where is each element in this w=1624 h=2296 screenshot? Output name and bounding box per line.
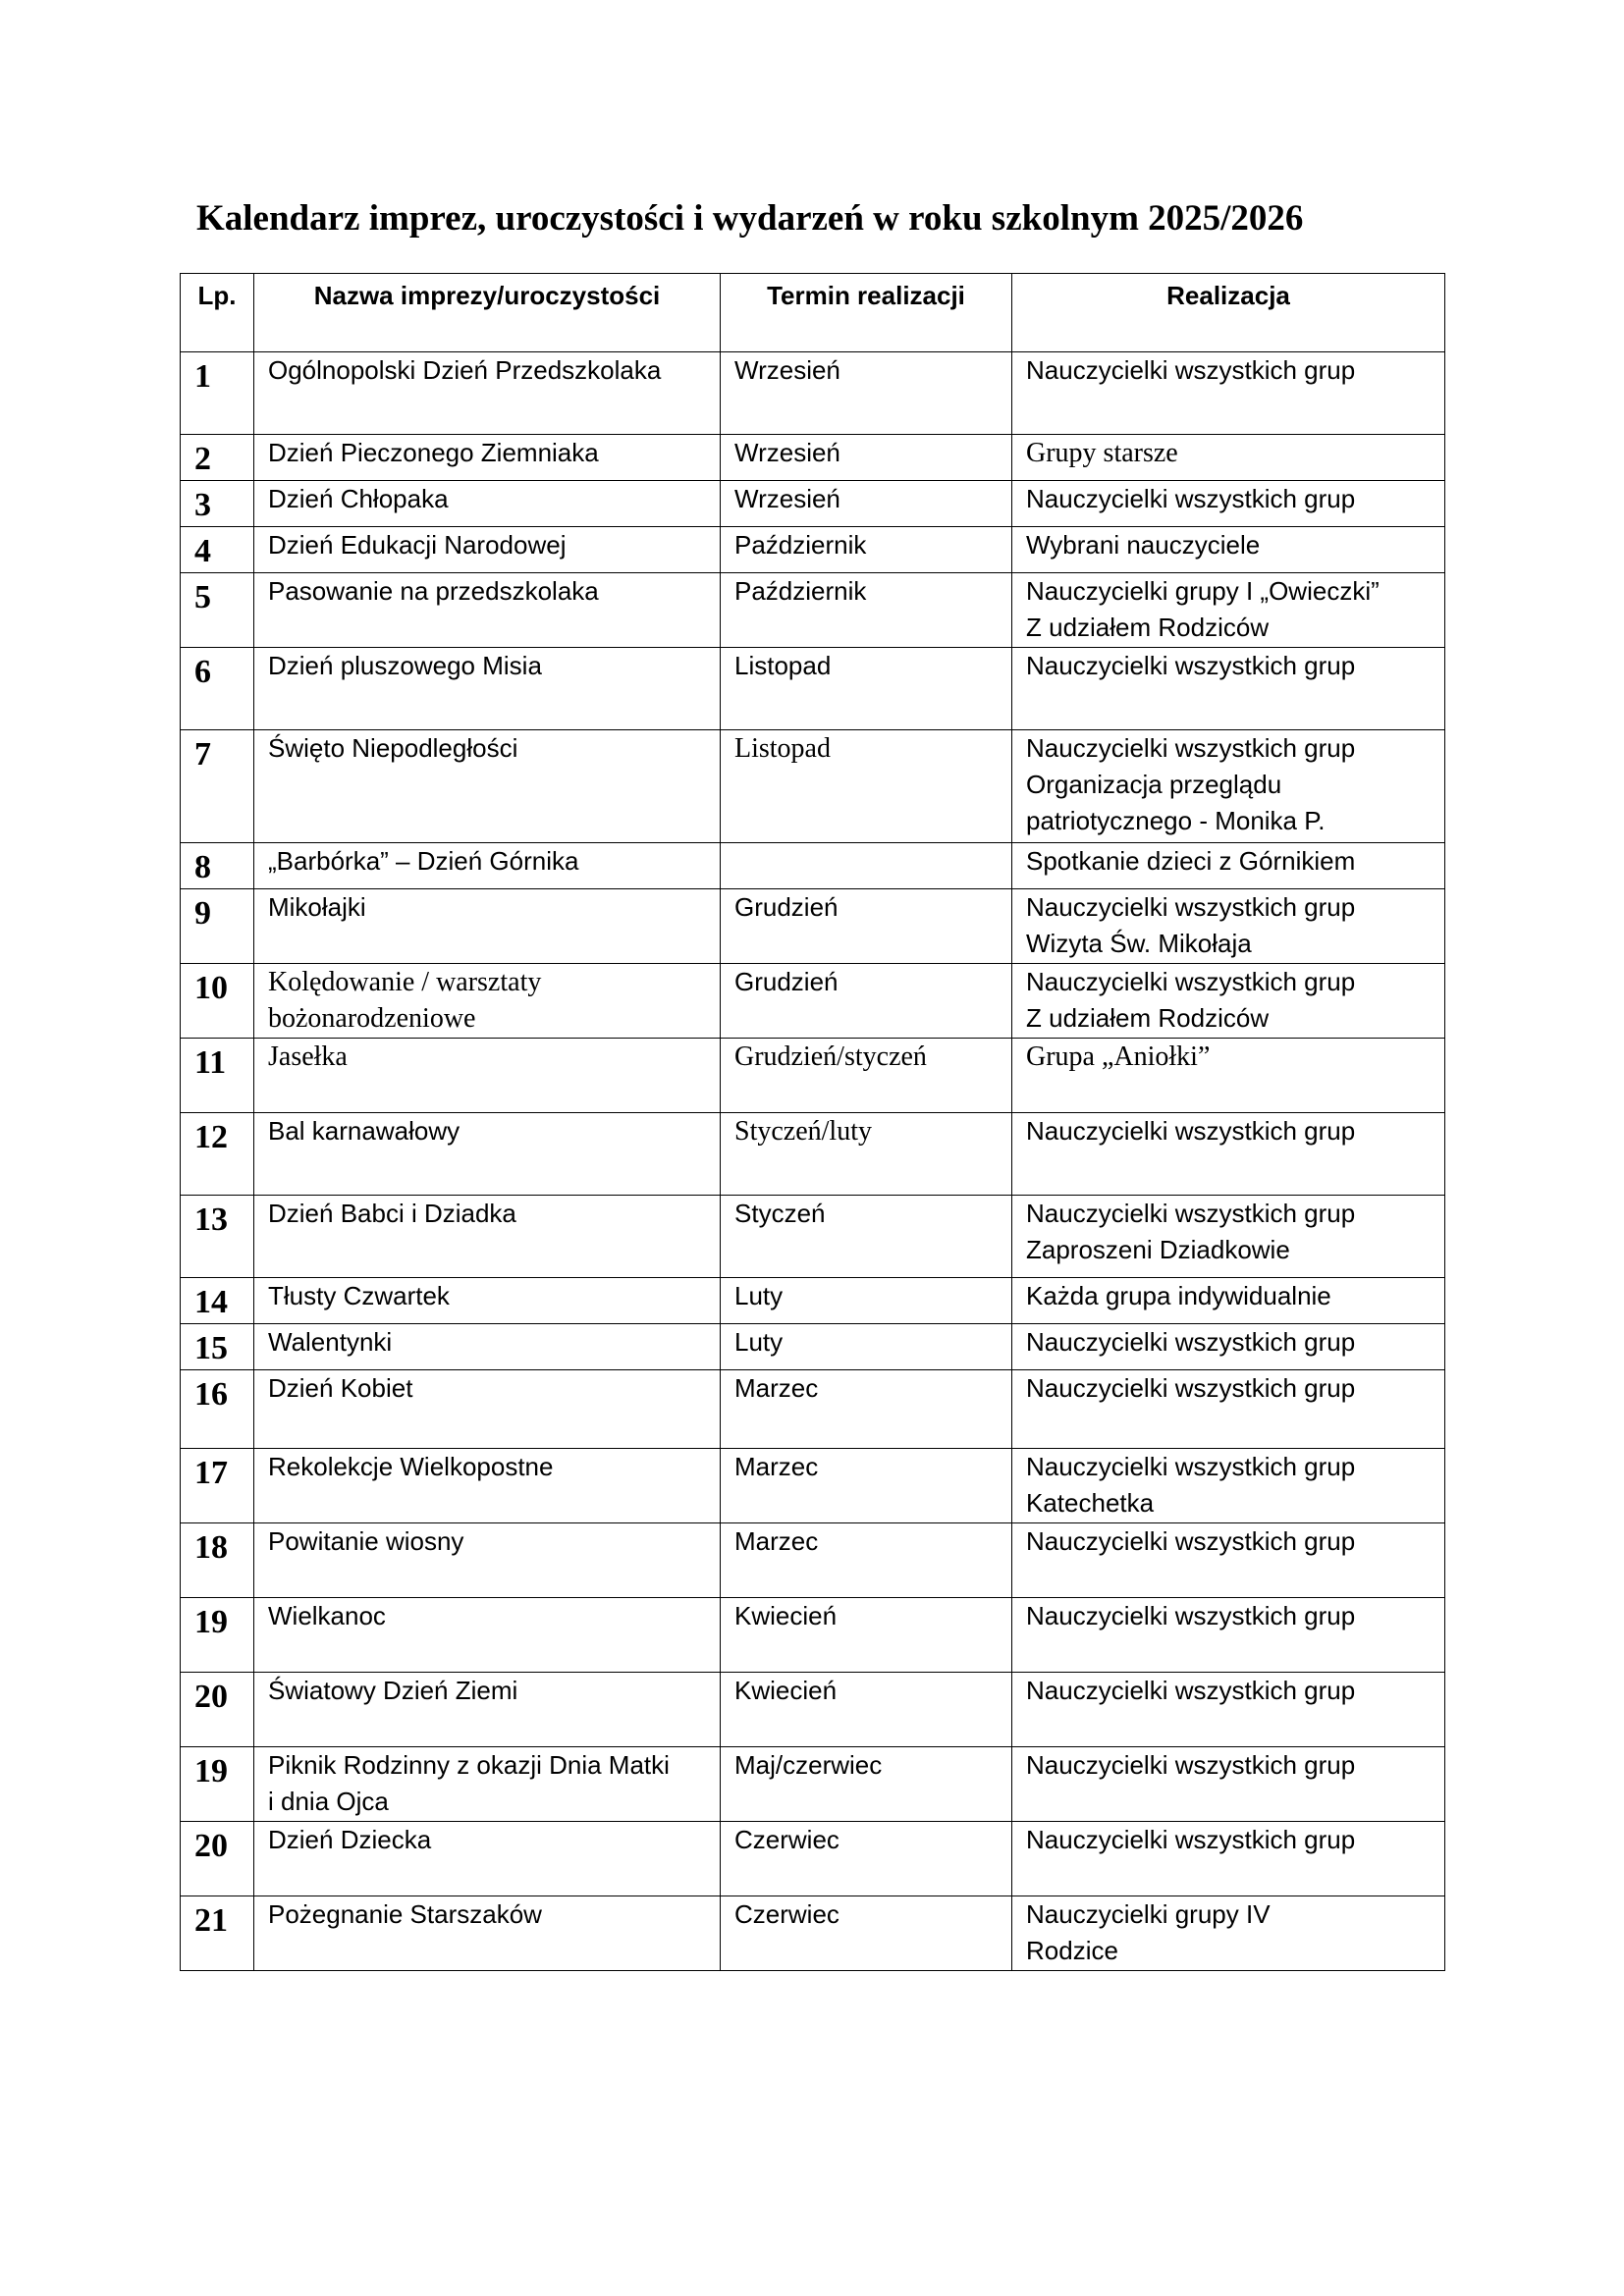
event-realization-line: Nauczycielki wszystkich grup — [1026, 355, 1356, 385]
event-name — [254, 1449, 721, 1523]
row-number: 20 — [181, 1673, 254, 1747]
event-name — [254, 1896, 721, 1971]
event-name-line: Dzień Edukacji Narodowej — [268, 530, 567, 560]
event-name — [254, 1523, 721, 1598]
event-realization-line: Nauczycielki wszystkich grup — [1026, 1199, 1356, 1228]
row-number: 18 — [181, 1523, 254, 1598]
row-number: 11 — [181, 1039, 254, 1113]
event-date: Marzec — [721, 1449, 1012, 1523]
event-name-line: Kolędowanie / warsztaty — [268, 967, 542, 997]
table-row — [181, 435, 1445, 481]
event-realization-line: Nauczycielki wszystkich grup — [1026, 1373, 1356, 1403]
event-date: Marzec — [721, 1370, 1012, 1449]
event-realization-line: Grupy starsze — [1026, 438, 1178, 468]
event-realization-line: Nauczycielki grupy I „Owieczki” — [1026, 576, 1380, 606]
event-realization-line: Wizyta Św. Mikołaja — [1026, 929, 1252, 958]
table-body — [181, 352, 1445, 1971]
table-row — [181, 1370, 1445, 1449]
event-name — [254, 573, 721, 648]
event-date: Wrzesień — [721, 352, 1012, 435]
event-date: Styczeń/luty — [721, 1113, 1012, 1196]
event-name-line: Powitanie wiosny — [268, 1526, 464, 1556]
row-number: 21 — [181, 1896, 254, 1971]
event-name — [254, 843, 721, 889]
event-realization — [1012, 1278, 1445, 1324]
event-realization-line: Nauczycielki wszystkich grup — [1026, 1750, 1356, 1780]
event-realization — [1012, 843, 1445, 889]
row-number: 5 — [181, 573, 254, 648]
row-number: 15 — [181, 1324, 254, 1370]
table-header-row — [181, 274, 1445, 352]
event-realization-line: Nauczycielki wszystkich grup — [1026, 1676, 1356, 1705]
event-date: Kwiecień — [721, 1598, 1012, 1673]
table-row — [181, 648, 1445, 730]
table-row — [181, 1196, 1445, 1278]
event-realization-line: Nauczycielki grupy IV — [1026, 1899, 1271, 1929]
event-realization-line: Organizacja przeglądu — [1026, 770, 1282, 799]
table-row — [181, 730, 1445, 843]
event-realization — [1012, 1523, 1445, 1598]
table-row — [181, 1523, 1445, 1598]
row-number: 9 — [181, 889, 254, 964]
table-row — [181, 1324, 1445, 1370]
table-row — [181, 1598, 1445, 1673]
event-name-line: Ogólnopolski Dzień Przedszkolaka — [268, 355, 662, 385]
event-realization-line: Nauczycielki wszystkich grup — [1026, 1526, 1356, 1556]
event-realization — [1012, 1449, 1445, 1523]
event-name-line: „Barbórka” – Dzień Górnika — [268, 846, 579, 876]
event-name-line: Święto Niepodległości — [268, 733, 518, 763]
event-date: Styczeń — [721, 1196, 1012, 1278]
event-name — [254, 648, 721, 730]
event-date: Listopad — [721, 648, 1012, 730]
event-realization-line: Nauczycielki wszystkich grup — [1026, 484, 1356, 513]
event-name-line: Pożegnanie Starszaków — [268, 1899, 542, 1929]
event-realization — [1012, 435, 1445, 481]
event-name — [254, 1113, 721, 1196]
event-date: Wrzesień — [721, 435, 1012, 481]
event-name-line: Tłusty Czwartek — [268, 1281, 450, 1310]
header-date: Termin realizacji — [721, 274, 1012, 352]
event-name — [254, 527, 721, 573]
event-name — [254, 1598, 721, 1673]
row-number: 2 — [181, 435, 254, 481]
event-realization-line: Nauczycielki wszystkich grup — [1026, 733, 1356, 763]
table-row — [181, 1747, 1445, 1822]
row-number: 20 — [181, 1822, 254, 1896]
page-title: Kalendarz imprez, uroczystości i wydarzeń w roku szkolnym 2025/2026 — [196, 198, 1304, 239]
table-row — [181, 1113, 1445, 1196]
event-date: Czerwiec — [721, 1822, 1012, 1896]
event-realization — [1012, 481, 1445, 527]
event-date: Luty — [721, 1324, 1012, 1370]
event-realization — [1012, 1324, 1445, 1370]
event-realization-line: Nauczycielki wszystkich grup — [1026, 1452, 1356, 1481]
event-realization-line: Z udziałem Rodziców — [1026, 613, 1270, 642]
event-name-line: Bal karnawałowy — [268, 1116, 460, 1146]
event-realization — [1012, 1896, 1445, 1971]
table-row — [181, 1449, 1445, 1523]
event-name-line: Dzień Chłopaka — [268, 484, 449, 513]
event-date: Czerwiec — [721, 1896, 1012, 1971]
table-row — [181, 1039, 1445, 1113]
event-date — [721, 843, 1012, 889]
event-realization-line: Zaproszeni Dziadkowie — [1026, 1235, 1290, 1264]
event-date: Kwiecień — [721, 1673, 1012, 1747]
event-name-line: Dzień pluszowego Misia — [268, 651, 542, 680]
row-number: 19 — [181, 1747, 254, 1822]
event-name-line: Walentynki — [268, 1327, 393, 1357]
event-name-line: Mikołajki — [268, 892, 366, 922]
row-number: 8 — [181, 843, 254, 889]
event-name-line: Jasełka — [268, 1041, 348, 1072]
event-realization-line: Nauczycielki wszystkich grup — [1026, 1116, 1356, 1146]
event-name-line: Piknik Rodzinny z okazji Dnia Matki — [268, 1750, 670, 1780]
event-date: Październik — [721, 573, 1012, 648]
event-realization — [1012, 889, 1445, 964]
table-row — [181, 527, 1445, 573]
event-name — [254, 481, 721, 527]
event-date: Grudzień — [721, 964, 1012, 1039]
event-realization — [1012, 573, 1445, 648]
event-name — [254, 889, 721, 964]
event-realization — [1012, 1822, 1445, 1896]
row-number: 3 — [181, 481, 254, 527]
event-date: Październik — [721, 527, 1012, 573]
event-name-line: Dzień Kobiet — [268, 1373, 413, 1403]
event-realization — [1012, 1370, 1445, 1449]
event-realization-line: Grupa „Aniołki” — [1026, 1041, 1211, 1072]
event-date: Grudzień/styczeń — [721, 1039, 1012, 1113]
event-name — [254, 1196, 721, 1278]
event-name — [254, 1324, 721, 1370]
event-realization-line: Wybrani nauczyciele — [1026, 530, 1261, 560]
header-realization: Realizacja — [1012, 274, 1445, 352]
event-name-line: Wielkanoc — [268, 1601, 386, 1630]
event-name — [254, 1278, 721, 1324]
table-row — [181, 1822, 1445, 1896]
row-number: 1 — [181, 352, 254, 435]
event-date: Wrzesień — [721, 481, 1012, 527]
event-name-line: Dzień Pieczonego Ziemniaka — [268, 438, 599, 467]
event-date: Luty — [721, 1278, 1012, 1324]
event-name-line: Pasowanie na przedszkolaka — [268, 576, 599, 606]
event-realization — [1012, 352, 1445, 435]
row-number: 13 — [181, 1196, 254, 1278]
event-name — [254, 1370, 721, 1449]
event-realization — [1012, 527, 1445, 573]
event-name — [254, 730, 721, 843]
event-realization-line: Każda grupa indywidualnie — [1026, 1281, 1331, 1310]
event-name-line: i dnia Ojca — [268, 1787, 389, 1816]
row-number: 17 — [181, 1449, 254, 1523]
event-realization — [1012, 1113, 1445, 1196]
table-row — [181, 352, 1445, 435]
event-name — [254, 964, 721, 1039]
row-number: 4 — [181, 527, 254, 573]
event-realization — [1012, 1598, 1445, 1673]
event-date: Listopad — [721, 730, 1012, 843]
event-realization — [1012, 964, 1445, 1039]
event-name — [254, 352, 721, 435]
event-date: Grudzień — [721, 889, 1012, 964]
event-realization-line: Nauczycielki wszystkich grup — [1026, 1825, 1356, 1854]
row-number: 14 — [181, 1278, 254, 1324]
event-name — [254, 1673, 721, 1747]
event-realization-line: Nauczycielki wszystkich grup — [1026, 651, 1356, 680]
event-realization-line: Z udziałem Rodziców — [1026, 1003, 1270, 1033]
row-number: 16 — [181, 1370, 254, 1449]
table-row — [181, 1673, 1445, 1747]
row-number: 10 — [181, 964, 254, 1039]
event-realization-line: Katechetka — [1026, 1488, 1155, 1518]
event-name-line: Dzień Dziecka — [268, 1825, 432, 1854]
event-realization — [1012, 730, 1445, 843]
event-realization — [1012, 1673, 1445, 1747]
table-row — [181, 481, 1445, 527]
row-number: 7 — [181, 730, 254, 843]
event-name — [254, 1747, 721, 1822]
table-row — [181, 843, 1445, 889]
event-name-line: Dzień Babci i Dziadka — [268, 1199, 516, 1228]
event-realization-line: Nauczycielki wszystkich grup — [1026, 1601, 1356, 1630]
event-name — [254, 1822, 721, 1896]
table-row — [181, 1896, 1445, 1971]
event-realization-line: Nauczycielki wszystkich grup — [1026, 967, 1356, 996]
event-realization-line: Nauczycielki wszystkich grup — [1026, 1327, 1356, 1357]
event-name-line: Rekolekcje Wielkopostne — [268, 1452, 554, 1481]
event-realization — [1012, 1196, 1445, 1278]
event-realization-line: Spotkanie dzieci z Górnikiem — [1026, 846, 1356, 876]
table-row — [181, 964, 1445, 1039]
event-name — [254, 435, 721, 481]
event-realization — [1012, 1039, 1445, 1113]
event-realization-line: Rodzice — [1026, 1936, 1118, 1965]
event-realization — [1012, 648, 1445, 730]
table-row — [181, 889, 1445, 964]
event-realization-line: Nauczycielki wszystkich grup — [1026, 892, 1356, 922]
event-name — [254, 1039, 721, 1113]
event-date: Marzec — [721, 1523, 1012, 1598]
table-row — [181, 573, 1445, 648]
event-realization — [1012, 1747, 1445, 1822]
events-table — [180, 273, 1445, 1971]
row-number: 12 — [181, 1113, 254, 1196]
table-row — [181, 1278, 1445, 1324]
header-lp: Lp. — [181, 274, 254, 352]
event-name-line: bożonarodzeniowe — [268, 1003, 476, 1034]
event-realization-line: patriotycznego - Monika P. — [1026, 806, 1326, 835]
header-name: Nazwa imprezy/uroczystości — [254, 274, 721, 352]
event-name-line: Światowy Dzień Ziemi — [268, 1676, 518, 1705]
row-number: 6 — [181, 648, 254, 730]
row-number: 19 — [181, 1598, 254, 1673]
event-date: Maj/czerwiec — [721, 1747, 1012, 1822]
